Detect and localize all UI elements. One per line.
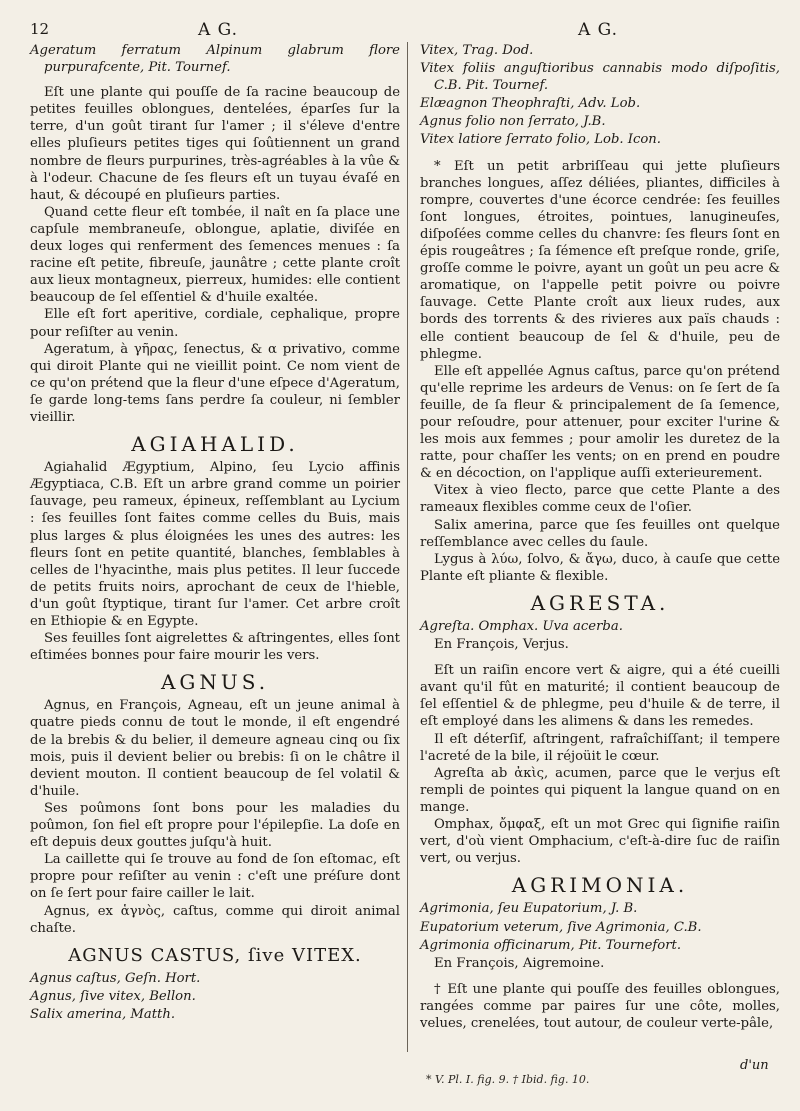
entry-heading-agnus: AGNUS. [160, 670, 270, 695]
synonym-line: Salix amerina, Matth. [30, 1006, 176, 1022]
paragraph: Il eſt déterſif, aſtringent, rafraîchiſſant; il tempere l'acreté de la bile, il réjoüit le cœur. [420, 731, 780, 764]
paragraph: Salix amerina, parce que ſes feuilles ont quelque reſſemblance avec celles du ſaule. [420, 517, 780, 550]
synonym-line: Eupatorium veterum, ſive Agrimonia, C.B. [420, 919, 702, 935]
catchword: d'un [740, 1058, 769, 1073]
synonym-line: Agnus, ſive vitex, Bellon. [30, 988, 196, 1004]
footnote: * V. Pl. I. fig. 9. † Ibid. fig. 10. [426, 1073, 590, 1086]
synonym-line: Vitex latiore ſerrato folio, Lob. Icon. [420, 132, 661, 148]
synonym-line: Vitex, Trag. Dod. [420, 43, 534, 58]
paragraph: Lygus à λύω, ſolvo, & ἄγω, duco, à cauſe que cette Plante eſt pliante & flexible. [420, 551, 780, 584]
left-column [30, 42, 400, 1024]
paragraph: Elle eſt fort aperitive, cordiale, cephalique, propre pour reſiſter au venin. [30, 307, 400, 340]
french-name: En François, Verjus. [434, 637, 569, 653]
paragraph: Ageratum, à γῆρας, ſenectus, & α privativo, comme qui diroit Plante qui ne vieillit point. Ce nom vient de ce qu'on prétend que la fleur d'une eſpece d'Ageratum, ſe garde long-tems ſans perdre ſa couleur, ni ſembler vieillir. [30, 341, 400, 425]
entry-heading-agresta: AGRESTA. [530, 590, 670, 615]
synonym-line: Ageratum ferratum Alpinum glabrum flore purpurafcente, Pit. Tournef. [30, 43, 400, 76]
paragraph: Elle eſt appellée Agnus caſtus, parce qu'on prétend qu'elle reprime les ardeurs de Venus: on ſe ſert de ſa feuille, de ſa fleur & principalement de ſa ſemence, pour reſoudre, pour attenuer, pour exciter l'urine & les mois aux femmes ; pour amolir les duretez de la ratte, pour chaſſer les vents; on en prend en poudre & en décoction, on l'applique auſſi exterieurement. [420, 363, 780, 482]
page-header [0, 20, 800, 42]
paragraph: Agreſta ab ἀκὶς, acumen, parce que le verjus eſt rempli de pointes qui piquent la langue quand on en mange. [420, 765, 780, 815]
synonym-line: Agrimonia, ſeu Eupatorium, J. B. [420, 901, 638, 917]
right-column [420, 42, 780, 1032]
entry-heading-agiahalid: AGIAHALID. [131, 432, 299, 457]
paragraph: Omphax, ὄμφαξ, eſt un mot Grec qui ſignifie raiſin vert, d'où vient Omphacium, c'eſt-à-dire ſuc de raiſin vert, ou verjus. [420, 817, 780, 867]
running-head-right: A G. [578, 20, 619, 40]
paragraph: Agiahalid Ægyptium, Alpino, ſeu Lycio affinis Ægyptiaca, C.B. Eſt un arbre grand comme un poirier ſauvage, peu rameux, épineux, reſſemblant au Lycium : ſes feuilles ſont faites comme celles du Buis, mais plus larges & plus éloignées les unes des autres: les fleurs ſont en petite quantité, blanches, ſemblables à celles de l'hyacinthe, mais plus petites. Il leur ſuccede de petits fruits noirs, aprochant de ceux de l'hieble, d'un goût ſtyptique, tirant ſur l'amer. Cet arbre croît en Ethiopie & en Egypte. [30, 460, 400, 629]
paragraph: Vitex à vieo flecto, parce que cette Plante a des rameaux flexibles comme ceux de l'oſier. [420, 483, 780, 516]
synonym-line: Agrimonia officinarum, Pit. Tournefort. [420, 937, 682, 953]
paragraph: Quand cette fleur eſt tombée, il naît en ſa place une capſule membraneuſe, oblongue, aplatie, diviſée en deux loges qui renferment des ſemences menues : ſa racine eſt petite, fibreuſe, jaunâtre ; cette plante croît aux lieux montagneux, pierreux, humides: elle contient beaucoup de ſel eſſentiel & d'huile exaltée. [30, 204, 400, 306]
synonym-line: Vitex foliis anguſtioribus cannabis modo diſpoſitis, C.B. Pit. Tournef. [420, 61, 780, 94]
column-divider [407, 42, 408, 1052]
paragraph: Eſt un raiſin encore vert & aigre, qui a été cueilli avant qu'il fût en maturité; il contient beaucoup de ſel eſſentiel & de phlegme, peu d'huile & de terre, il eſt employé dans les alimens & dans les remedes. [420, 663, 780, 730]
paragraph: Ses feuilles ſont aigrelettes & aſtringentes, elles ſont eſtimées bonnes pour faire mourir les vers. [30, 631, 400, 664]
french-name: En François, Aigremoine. [434, 955, 605, 971]
paragraph: Eſt une plante qui pouſſe de ſa racine beaucoup de petites feuilles oblongues, dentelées, éparſes ſur la terre, d'un goût tirant ſur l'amer ; il s'éleve d'entre elles pluſieurs petites tiges qui ſoûtiennent un grand nombre de fleurs purpurines, très-agréables à la vûe & à l'odeur. Chacune de ſes fleurs eſt un tuyau évaſé en haut, & découpé en pluſieurs parties. [30, 85, 400, 203]
paragraph: La caillette qui ſe trouve au fond de ſon eſtomac, eſt propre pour reſiſter au venin : c'eſt une préſure dont on ſe ſert pour faire cailler le lait. [30, 852, 400, 902]
synonym-line: Agnus caſtus, Geſn. Hort. [30, 970, 201, 986]
synonym-line: Elæagnon Theophraſti, Adv. Lob. [420, 96, 641, 112]
paragraph: Agnus, en François, Agneau, eſt un jeune animal à quatre pieds connu de tout le monde, il eſt engendré de la brebis & du belier, il demeure agneau cinq ou ſix mois, puis il devient belier ou brebis: ſi on le châtre il devient mouton. Il contient beaucoup de ſel volatil & d'huile. [30, 698, 400, 799]
paragraph: † Eſt une plante qui pouſſe des feuilles oblongues, rangées comme par paires ſur une côte, molles, velues, crenelées, tout autour, de couleur verte-pâle, [420, 981, 780, 1031]
synonym-line: Agnus folio non ſerrato, J.B. [420, 114, 606, 130]
page-number: 12 [30, 20, 50, 38]
entry-heading-agrimonia: AGRIMONIA. [511, 873, 689, 898]
paragraph: Ses poûmons ſont bons pour les maladies du poûmon, ſon fiel eſt propre pour l'épilepſie. La doſe en eſt depuis deux gouttes juſqu'à huit. [30, 800, 400, 851]
entry-heading-agnus-castus: AGNUS CASTUS, ſive VITEX. [68, 944, 362, 966]
paragraph: Agnus, ex ἁγνὸς, caſtus, comme qui diroit animal chaſte. [30, 903, 400, 936]
paragraph: * Eſt un petit arbriſſeau qui jette pluſieurs branches longues, aſſez déliées, pliantes, difficiles à rompre, couvertes d'une écorce cendrée: ſes feuilles ſont longues, étroites, pointues, lanugineuſes, diſpoſées comme celles du chanvre: ſes fleurs ſont en épis rougeâtres ; ſa ſémence eſt preſque ronde, griſe, groſſe comme le poivre, ayant un goût un peu acre & aromatique, on l'appelle petit poivre ou poivre ſauvage. Cette Plante croît aux lieux rudes, aux bords des torrents & des rivieres aux païs chauds : elle contient beaucoup de ſel & d'huile, peu de phlegme. [420, 158, 780, 362]
running-head-left: A G. [198, 20, 239, 40]
synonym-line: Agreſta. Omphax. Uva acerba. [420, 619, 623, 634]
